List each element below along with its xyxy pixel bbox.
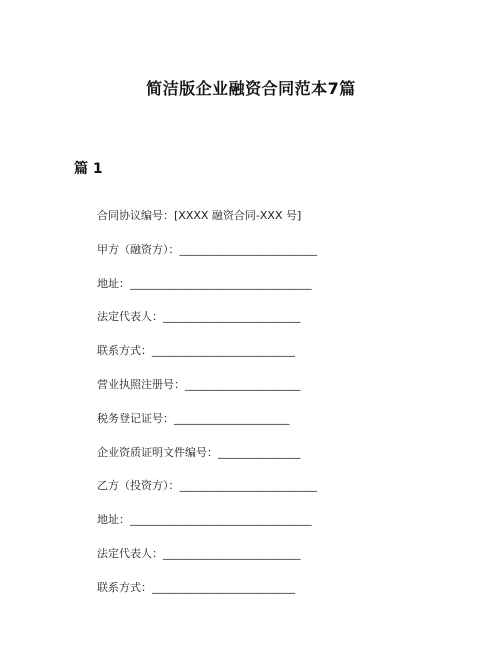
party-b-address-line: 地址：_________________________________ [97, 513, 312, 527]
party-a-contact-line: 联系方式：__________________________ [97, 344, 295, 358]
party-b-contact-line: 联系方式：__________________________ [97, 580, 295, 594]
party-a-address-line: 地址：_________________________________ [97, 276, 312, 290]
tax-registration-line: 税务登记证号：_____________________ [97, 411, 290, 425]
section-heading: 篇 1 [74, 161, 103, 177]
document-title: 简洁版企业融资合同范本7篇 [146, 79, 356, 98]
contract-number-line: 合同协议编号：[XXXX 融资合同-XXX 号] [97, 209, 302, 222]
business-license-line: 营业执照注册号：_____________________ [97, 377, 301, 391]
party-b-line: 乙方（投资方）：_________________________ [97, 479, 317, 493]
party-a-line: 甲方（融资方）：_________________________ [97, 242, 317, 256]
qualification-cert-line: 企业资质证明文件编号：_______________ [97, 445, 301, 459]
party-a-legal-rep-line: 法定代表人：_________________________ [97, 310, 301, 324]
party-b-legal-rep-line: 法定代表人：_________________________ [97, 546, 301, 560]
contract-field-list [97, 206, 317, 612]
